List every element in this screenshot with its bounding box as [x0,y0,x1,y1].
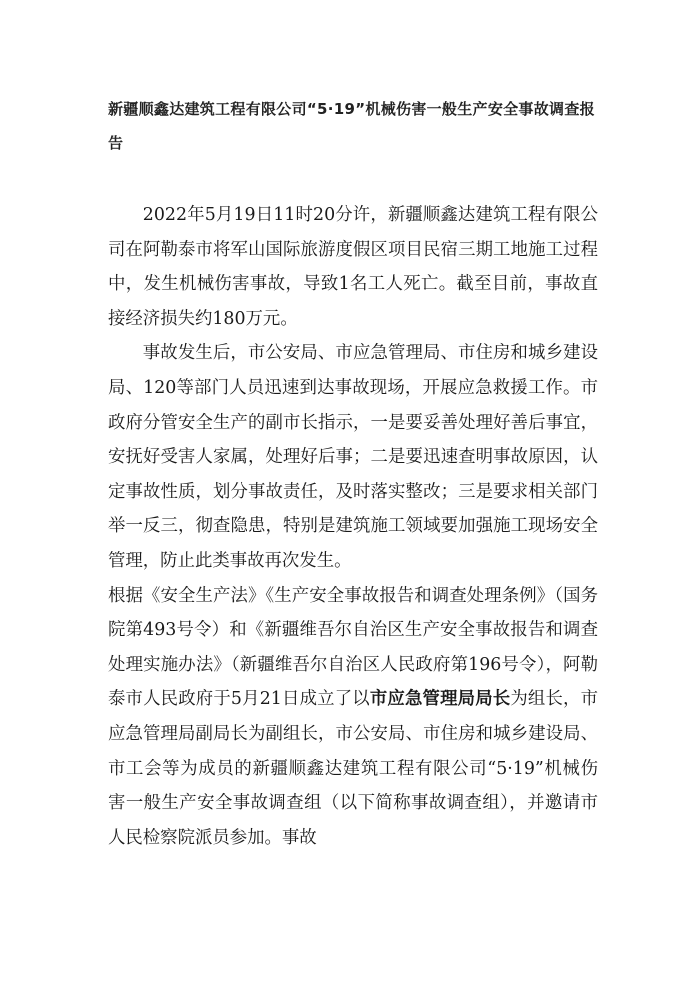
document-body [108,198,598,855]
paragraph-3-bold-text: 市应急管理局局长 [369,689,511,710]
paragraph-3-text-start: 根据《安全生产法》《生产安全事故报告和调查处理条例》（国务院第493号令）和《新疆维吾尔自治区生产安全事故报告和调查处理实施办法》（新疆维吾尔自治区人民政府第196号令），阿勒泰市人民政府于5月21日成立了以 [108,585,598,710]
paragraph-1: 2022年5月19日11时20分许，新疆顺鑫达建筑工程有限公司在阿勒泰市将军山国际旅游度假区项目民宿三期工地施工过程中，发生机械伤害事故，导致1名工人死亡。截至目前，事故直接经济损失约180万元。 [108,205,598,329]
paragraph-3-text-end: 为组长，市应急管理局副局长为副组长，市公安局、市住房和城乡建设局、市工会等为成员的新疆顺鑫达建筑工程有限公司“5·19”机械伤害一般生产安全事故调查组（以下简称事故调查组），并邀请市人民检察院派员参加。事故 [108,689,598,848]
document-title: 新疆顺鑫达建筑工程有限公司“5·19”机械伤害一般生产安全事故调查报告 [108,100,595,152]
paragraph-3 [108,579,598,856]
paragraph-2: 事故发生后，市公安局、市应急管理局、市住房和城乡建设局、120等部门人员迅速到达事故现场，开展应急救援工作。市政府分管安全生产的副市长指示，一是要妥善处理好善后事宜，安抚好受害人家属，处理好后事；二是要迅速查明事故原因，认定事故性质，划分事故责任，及时落实整改；三是要求相关部门举一反三，彻查隐患，特别是建筑施工领域要加强施工现场安全管理，防止此类事故再次发生。 [108,343,598,571]
